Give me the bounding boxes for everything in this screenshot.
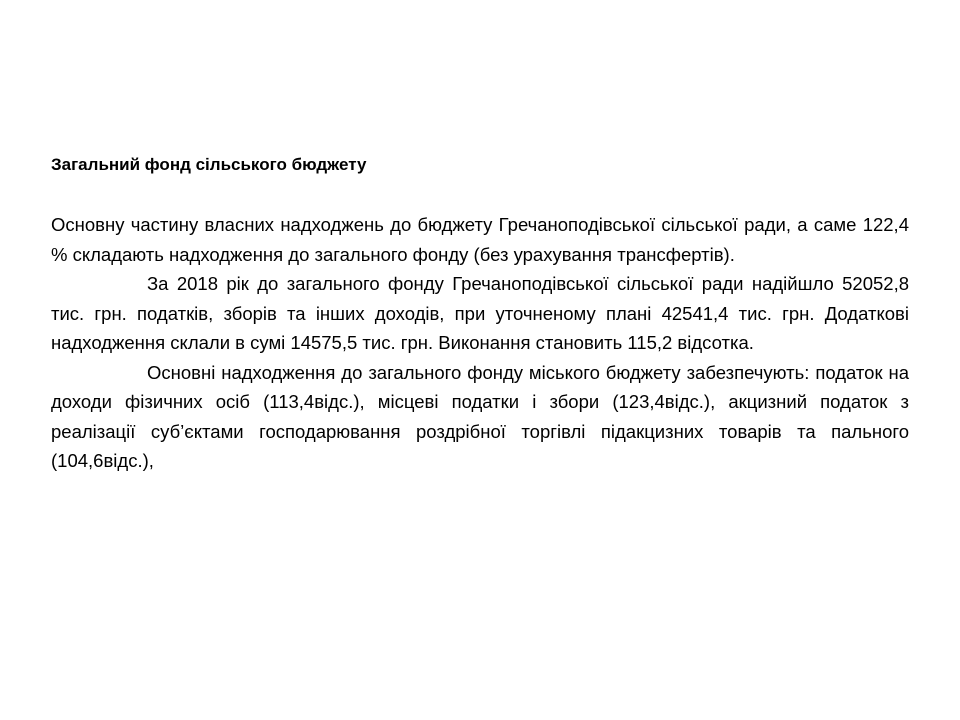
paragraph-2018-revenue: За 2018 рік до загального фонду Гречаноподівської сільської ради надійшло 52052,8 тис. грн. податків, зборів та інших доходів, при уточненому плані 42541,4 тис. грн. Додаткові надходження склали в сумі 14575,5 тис. грн. Виконання становить 115,2 відсотка. [51, 273, 909, 353]
section-heading: Загальний фонд сільського бюджету [51, 155, 367, 174]
blank-line [51, 180, 909, 210]
paragraph-intro: Основну частину власних надходжень до бюджету Гречаноподівської сільської ради, а саме 122,4 % складають надходження до загального фонду (без урахування трансфертів). [51, 214, 909, 265]
paragraph-main-sources: Основні надходження до загального фонду міського бюджету забезпечують: податок на доходи фізичних осіб (113,4відс.), місцеві податки і збори (123,4відс.), акцизний податок з реалізації суб’єктами господарювання роздрібної торгівлі підакцизних товарів та пального (104,6відс.), [51, 361, 909, 471]
slide-content [51, 150, 909, 476]
